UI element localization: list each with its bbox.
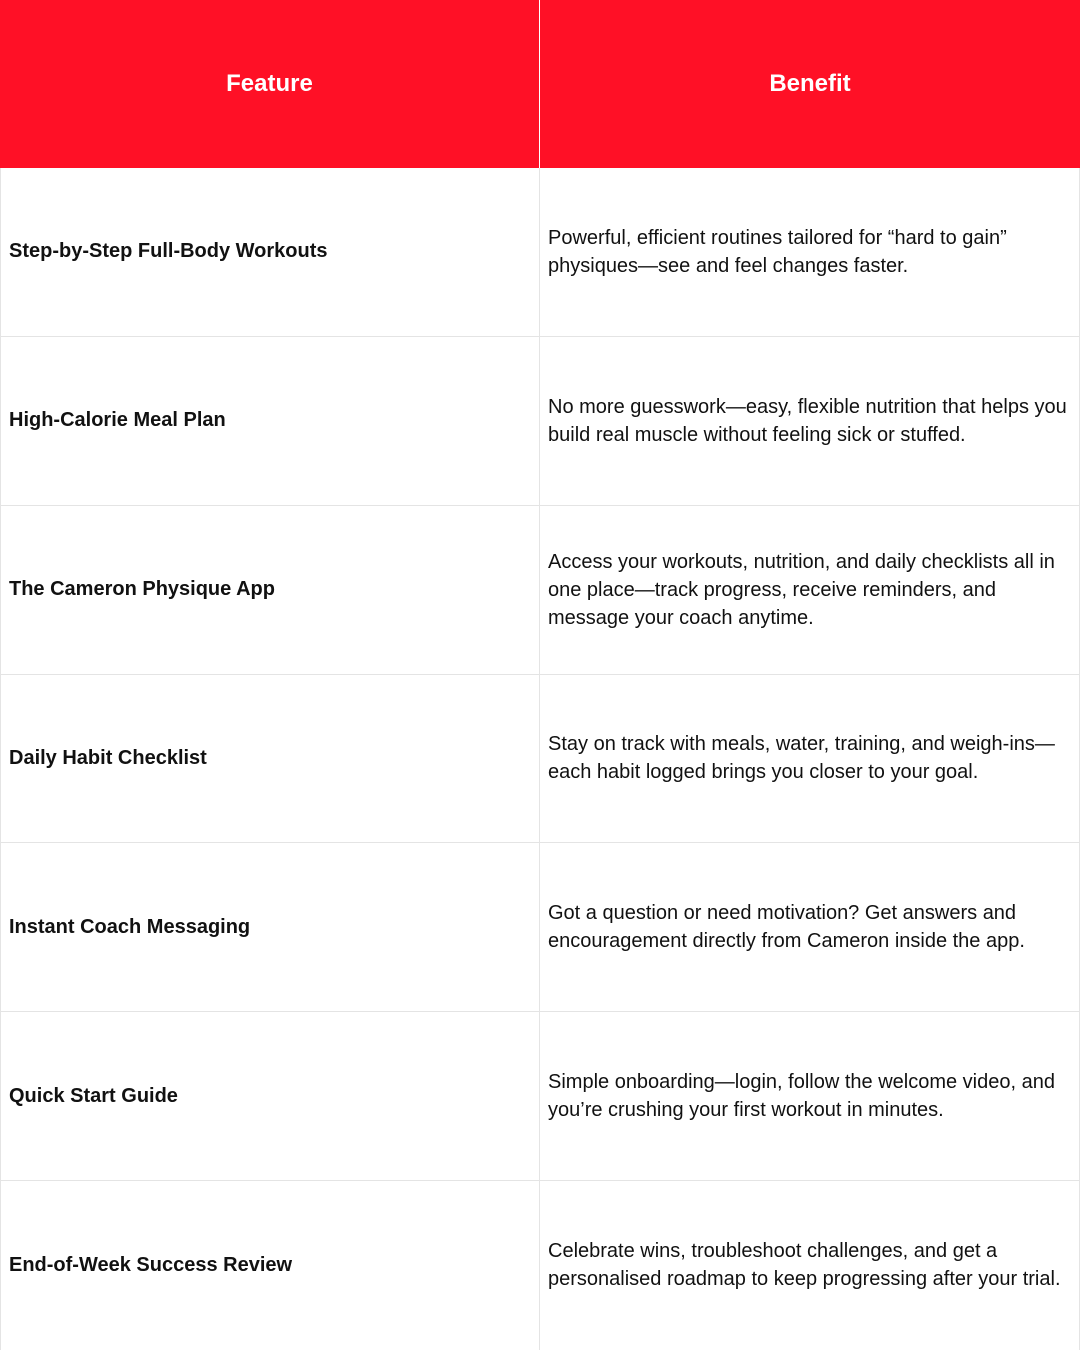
feature-cell: Quick Start Guide: [0, 1012, 540, 1180]
table-row: [0, 843, 1080, 1012]
feature-column-header: Feature: [0, 0, 540, 168]
benefit-cell: Stay on track with meals, water, training, and weigh-ins—each habit logged brings you closer to your goal.: [540, 675, 1080, 843]
benefit-cell: Simple onboarding—login, follow the welcome video, and you’re crushing your first workout in minutes.: [540, 1012, 1080, 1180]
benefit-column-header: Benefit: [769, 70, 851, 97]
feature-cell: End-of-Week Success Review: [0, 1181, 540, 1350]
benefit-cell: Powerful, efficient routines tailored for “hard to gain” physiques—see and feel changes faster.: [540, 168, 1080, 336]
table-row: [0, 168, 1080, 337]
feature-cell: Instant Coach Messaging: [0, 843, 540, 1011]
table-row: [0, 337, 1080, 506]
benefit-cell: Got a question or need motivation? Get answers and encouragement directly from Cameron inside the app.: [540, 843, 1080, 1011]
feature-cell: Daily Habit Checklist: [0, 675, 540, 843]
benefit-cell: No more guesswork—easy, flexible nutrition that helps you build real muscle without feeling sick or stuffed.: [540, 337, 1080, 505]
table-row: [0, 1181, 1080, 1350]
feature-cell: High-Calorie Meal Plan: [0, 337, 540, 505]
table-header-row: [0, 0, 1080, 168]
benefit-cell: Access your workouts, nutrition, and daily checklists all in one place—track progress, receive reminders, and message your coach anytime.: [540, 506, 1080, 674]
table-row: [0, 675, 1080, 844]
table-row: [0, 1012, 1080, 1181]
feature-cell: The Cameron Physique App: [0, 506, 540, 674]
benefit-cell: Celebrate wins, troubleshoot challenges, and get a personalised roadmap to keep progressing after your trial.: [540, 1181, 1080, 1350]
table-row: [0, 506, 1080, 675]
feature-cell: Step-by-Step Full-Body Workouts: [0, 168, 540, 336]
